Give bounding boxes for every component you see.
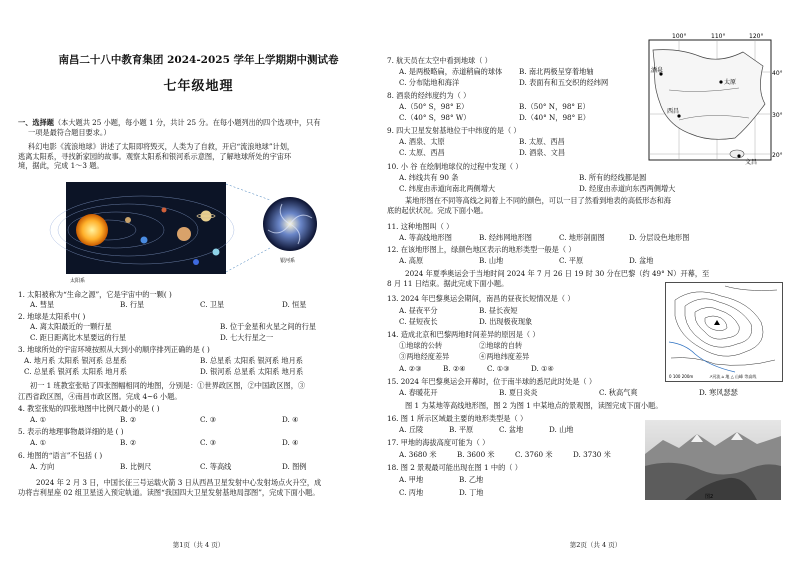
question-9: 9. 四大卫星发射基地位于中纬度的是（ ） [387, 126, 521, 135]
contour-legend: ↗河流 ⌂ 地 △ 山峰 等高线 [709, 374, 757, 379]
question-8: 8. 酒泉的经纬度约为（ ） [387, 91, 471, 100]
question-6: 6. 地图的“语言”不包括 ( ) [18, 451, 103, 460]
question-1: 1. 太阳被称为“生命之源”，它是宇宙中的一颗( ) [18, 290, 172, 299]
question-3: 3. 地球所处的宇宙环境按照从大到小的顺序排列正确的是 ( ) [18, 345, 210, 354]
question-16: 16. 图 1 所示区域最主要的地形类型是（ ） [387, 414, 528, 423]
solar-system-illustration [66, 182, 334, 286]
page-1-footer: 第1页（共 4 页） [172, 541, 225, 549]
svg-text:20°: 20° [772, 152, 783, 159]
contour-map-figure [665, 282, 783, 382]
svg-text:120°: 120° [749, 33, 764, 40]
question-11: 11. 这种地图叫（ ） [387, 222, 454, 231]
passage-3: 2024 年 2 月 3 日，中国长征三号运载火箭 3 日从西昌卫星发射中心发射场点火升空，成 功将吉利星座 02 组卫星送入预定轨道。读图“我国四大卫星发射基地局部图”，完成下面小题。 [18, 478, 322, 497]
passage-5: 2024 年夏季奥运会于当地时间 2024 年 7 月 26 日 19 时 30 分在巴黎（约 49° N）开幕，至 8 月 11 日结束。据此完成下面小题。 [387, 269, 710, 288]
question-18: 18. 图 2 景观最可能出现在图 1 中的（ ） [387, 463, 522, 472]
question-12: 12. 在该地形图上，绿颜色地区表示的地形类型一般是（ ） [387, 245, 576, 254]
question-10: 10. 小 谷 在绘制地球仪的过程中发现（ ） [387, 162, 523, 171]
landscape-photo [645, 420, 781, 500]
page-2: 7. 航天员在太空中看到地球（ ） A. 是两极略扁，赤道稍扁的球体 B. 南北两极呈穿着地轴 C. 分布陆地和海洋 D. 表面有和五交织的经纬网 8. 酒泉的经纬度约为（ ） A.（50° S，98° E） B.（50° N，98° E） C.（40° S，98° W） D.（40° N，98° E） 9. 四大卫星发射基地位于中纬度的是（ ） A. 酒泉、太原 B. 太原、西昌 C. 太原、西昌 D. 酒泉、文昌 100° 110° 120° 40° 30° 20° 酒泉 太原 西昌 文昌 10. 小 谷 在绘制地球仪的过程中发现（ ） A. 纬线共有 90 条 B. 所有的经线都是圆 C. 纬度由赤道向南北两侧增大 D. 经度由赤道向东西两侧增大 某地形图在不同等高线之间着上不同的颜色，可以一目了然看到地表的高低形态和海 底的起伏状况。完成下面小题。 11. 这种地图叫（ ） A. 等高线地形图 B. 经纬网地形图 C. 地形剖面图 D. 分层设色地形图 12. 在该地形图上，绿颜色地区表示的地形类型一般是（ ） A. 高原 B. 山地 C. 平原 D. 盆地 2024 年夏季奥运会于当地时间 2024 年 7 月 26 日 19 时 30 分在巴黎（约 49° N）开幕，至 8 月 11 日结束。据此完成下面小题。 13. 2024 年巴黎奥运会期间，南昌的昼夜长短情况是（ ） A. 昼夜平分 B. 昼长夜短 C. 昼短夜长 D. 出现极夜现象 14. 造成北京和巴黎两地时间差异的原因是（ ） ①地球的公转 ②地球的自转 ③两地经度差异 ④两地纬度差异 A. ②③ B. ②④ C. ①③ D. ①④ 0 100 200m ↗河流 ⌂ 地 △ 山峰 等高线 15. 2024 年巴黎奥运会开幕时，位于南半球的悉尼此时处是（ ） A. 春暖花开 B. 夏日炎炎 C. 秋高气爽 D. 寒风瑟瑟 图 1 为某地等高线地形图，图 2 为图 1 中某地点的景观图，读图完成下面小题。 16. 图 1 所示区域最主要的地形类型是（ ） A. 丘陵 B. 平原 C. 盆地 D. 山地 17. 甲地的海拔高度可能为（ ） A. 3680 米 B. 3600 米 C. 3760 米 D. 3730 米 18. 图 2 景观最可能出现在图 1 中的（ ） A. 甲地 B. 乙地 C. 丙地 D. 丁地 图2 第2页（共 4 页） [397, 0, 794, 561]
site-xichang: 西昌 [667, 108, 680, 115]
sun-graphic [76, 214, 108, 246]
galaxy-caption: 银河系 [280, 258, 296, 264]
exam-title: 南昌二十八中教育集团 2024-2025 学年上学期期中测试卷 [58, 54, 339, 66]
site-taiyuan: 太原 [724, 79, 737, 86]
question-15: 15. 2024 年巴黎奥运会开幕时，位于南半球的悉尼此时处是（ ） [387, 377, 597, 386]
passage-4: 某地形图在不同等高线之间着上不同的颜色，可以一目了然看到地表的高低形态和海 底的起伏状况。完成下面小题。 [387, 196, 671, 215]
question-17: 17. 甲地的海拔高度可能为（ ） [387, 438, 490, 447]
section-intro: 一、选择题（本大题共 25 小题，每小题 1 分，共计 25 分。在每小题列出的四个选项中，只有 一项是最符合题目要求。） [18, 118, 321, 137]
site-jiuquan: 酒泉 [651, 67, 664, 74]
svg-text:110°: 110° [711, 33, 726, 40]
passage-2b: 江西省政区图，④南昌市政区图。完成 4~6 小题。 [18, 392, 182, 401]
svg-text:30°: 30° [772, 112, 783, 119]
svg-text:40°: 40° [772, 70, 783, 77]
contour-scale: 0 100 200m [669, 374, 694, 379]
question-4: 4. 教室张贴的四张地图中比例尺最小的是 ( ) [18, 404, 160, 413]
contour-map-svg [665, 282, 783, 382]
figure-2-caption: 图2 [705, 494, 714, 500]
solar-galaxy-figure [66, 182, 334, 286]
landscape-photo-figure [645, 420, 781, 500]
passage-6: 图 1 为某地等高线地形图，图 2 为图 1 中某地点的景观图，读图完成下面小题。 [405, 401, 663, 410]
launch-sites-map [639, 30, 781, 165]
subject-title: 七年级地理 [163, 79, 234, 94]
site-wenchang: 文昌 [745, 159, 758, 166]
question-5: 5. 表示的地理事物最详细的是 ( ) [18, 427, 124, 436]
launch-sites-svg [639, 30, 781, 165]
question-14: 14. 造成北京和巴黎两地时间差异的原因是（ ） [387, 330, 540, 339]
passage-1: 科幻电影《流浪地球》讲述了太阳即将毁灭，人类为了自救，开启“流浪地球”计划， 逃离太阳系，寻找新家园的故事。观察太阳系和银河系示意图，了解地球所处的宇宙环 境，据此，完成 1～3 题。 [18, 142, 295, 171]
section-heading: 一、选择题 [18, 118, 54, 127]
passage-2a: 初一 1 班教室张贴了四张图幅相同的地图，分别是：①世界政区图，②中国政区图，③ [30, 381, 306, 390]
svg-text:100°: 100° [672, 33, 687, 40]
page-2-footer: 第2页（共 4 页） [569, 541, 622, 549]
question-7: 7. 航天员在太空中看到地球（ ） [387, 56, 492, 65]
question-13: 13. 2024 年巴黎奥运会期间，南昌的昼夜长短情况是（ ） [387, 294, 575, 303]
page-1: 南昌二十八中教育集团 2024-2025 学年上学期期中测试卷 七年级地理 一、选择题（本大题共 25 小题，每小题 1 分，共计 25 分。在每小题列出的四个选项中，只有 一项是最符合题目要求。） 科幻电影《流浪地球》讲述了太阳即将毁灭，人类为了自救，开启“流浪地球”计划， 逃离太阳系，寻找新家园的故事。观察太阳系和银河系示意图，了解地球所处的宇宙环 境，据此，完成 1～3 题。 太阳系 银河系 1. 太阳被称为“生命之源”，它是宇宙中的一颗( ) A. 彗星 B. 行星 C. 卫星 D. 恒星 2. 地球是太阳系中( ) A. 离太阳最近的一颗行星 B. 位于金星和火星之间的行星 C. 距日距离比木星要远的行星 D. 七大行星之一 3. 地球所处的宇宙环境按照从大到小的顺序排列正确的是 ( ) A. 地月系 太阳系 银河系 总星系 B. 总星系 太阳系 银河系 地月系 C. 总星系 银河系 太阳系 地月系 D. 银河系 总星系 太阳系 地月系 初一 1 班教室张贴了四张图幅相同的地图，分别是：①世界政区图，②中国政区图，③ 江西省政区图，④南昌市政区图。完成 4~6 小题。 4. 教室张贴的四张地图中比例尺最小的是 ( ) A. ① B. ② C. ③ D. ④ 5. 表示的地理事物最详细的是 ( ) A. ① B. ② C. ③ D. ④ 6. 地图的“语言”不包括 ( ) A. 方向 B. 比例尺 C. 等高线 D. 图例 2024 年 2 月 3 日，中国长征三号运载火箭 3 日从西昌卫星发射中心发射场点火升空，成 功将吉利星座 02 组卫星送入预定轨道。读图“我国四大卫星发射基地局部图”，完成下面小题。 第1页（共 4 页） [0, 0, 397, 561]
solar-caption: 太阳系 [70, 278, 86, 284]
question-2: 2. 地球是太阳系中( ) [18, 312, 86, 321]
